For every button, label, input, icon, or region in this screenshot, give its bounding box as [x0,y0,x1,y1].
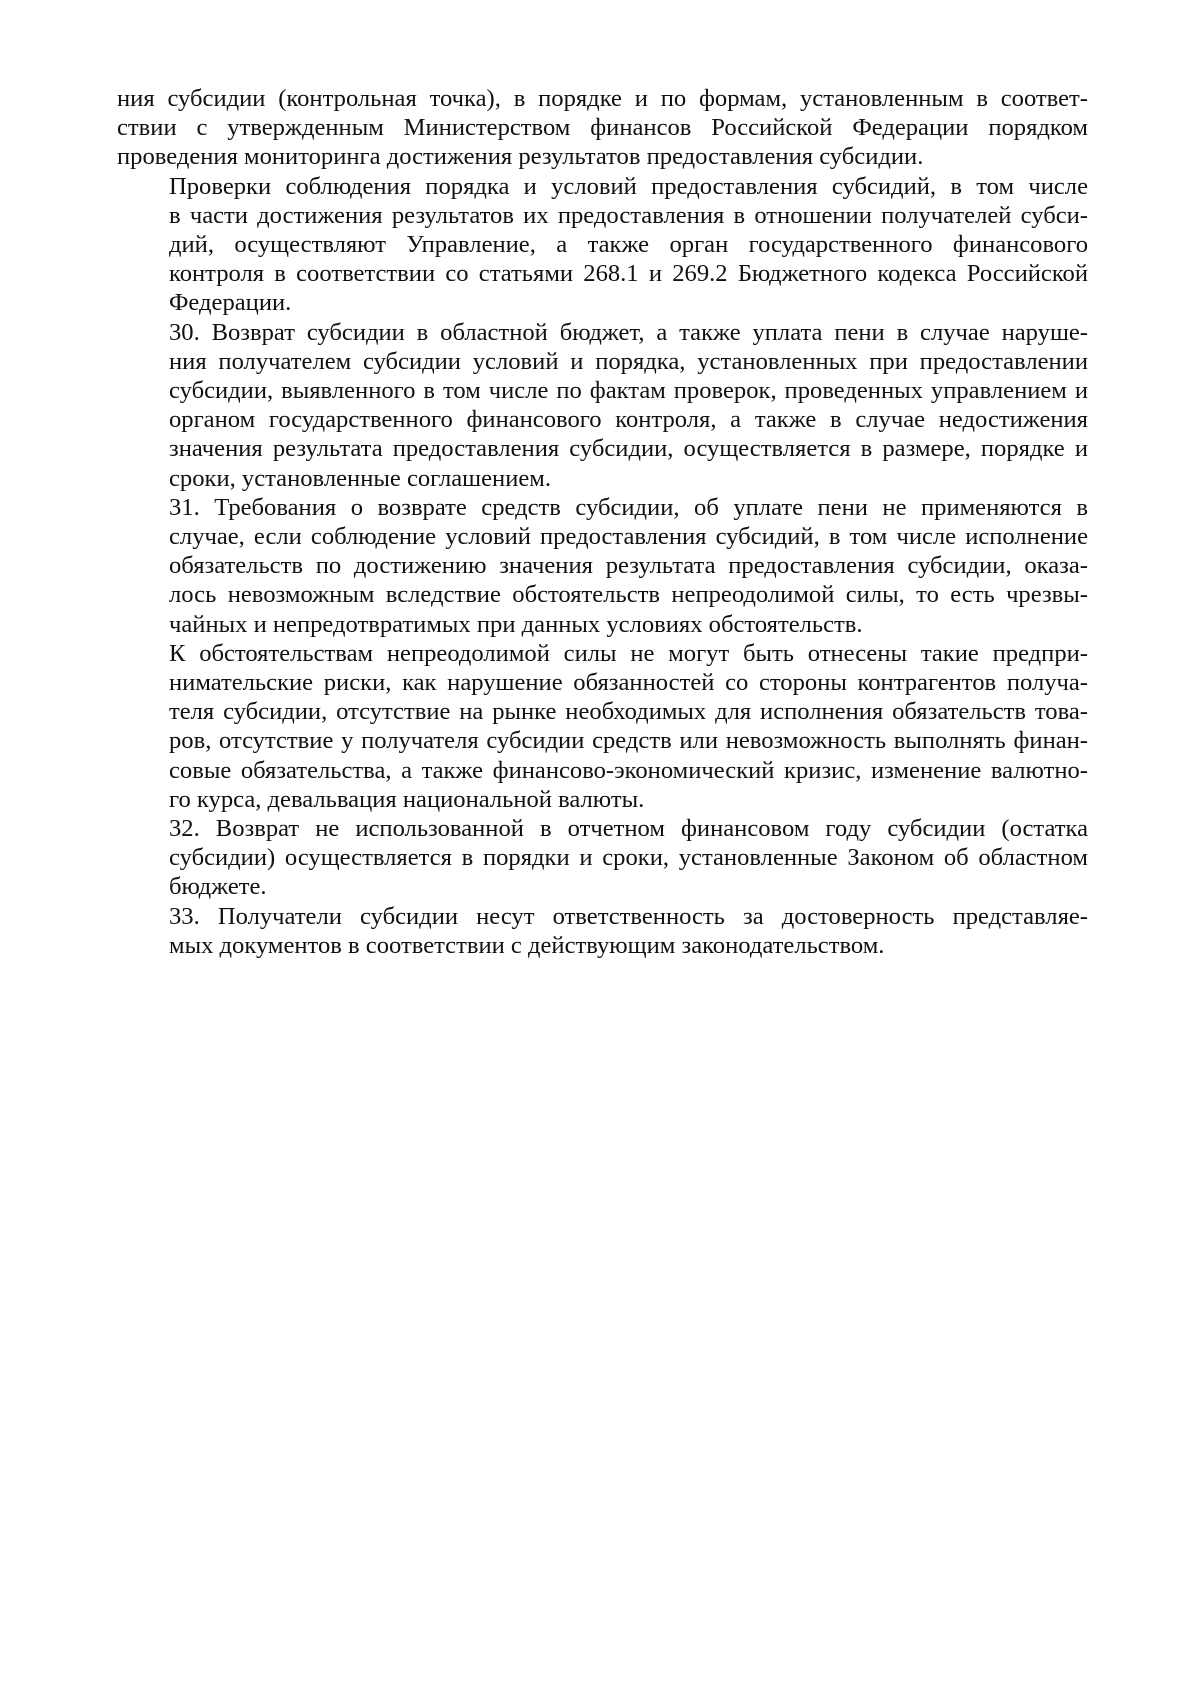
text-line: ров, отсутствие у получателя субсидии средств или невозможность выполнять финан- [169,727,1088,755]
text-line: 32. Возврат не использованной в отчетном финансовом году субсидии (остатка [169,815,1088,843]
text-line: нимательские риски, как нарушение обязанностей со стороны контрагентов получа- [169,669,1088,697]
paragraph-31 [117,493,1088,639]
paragraph-1 [117,84,1088,172]
text-line: субсидии) осуществляется в порядки и сроки, установленные Законом об областном [169,844,1088,872]
text-line: субсидии, выявленного в том числе по фактам проверок, проведенных управлением и [169,377,1088,405]
text-line: ния получателем субсидии условий и порядка, установленных при предоставлении [169,347,1088,375]
text-line: контроля в соответствии со статьями 268.1 и 269.2 Бюджетного кодекса Российской [169,260,1088,288]
text-line: 33. Получатели субсидии несут ответственность за достоверность представляе- [169,902,1088,930]
text-line: в части достижения результатов их предоставления в отношении получателей субси- [169,201,1088,229]
text-line: ния субсидии (контрольная точка), в порядке и по формам, установленным в соответ- [117,85,1088,112]
paragraph-2 [117,172,1088,318]
text-line: дий, осуществляют Управление, а также орган государственного финансового [169,231,1088,259]
text-line: Проверки соблюдения порядка и условий предоставления субсидий, в том числе [169,172,1088,200]
text-line: мых документов в соответствии с действующим законодательством. [169,931,885,959]
text-line: лось невозможным вследствие обстоятельств непреодолимой силы, то есть чрезвы- [169,581,1088,609]
text-line: К обстоятельствам непреодолимой силы не могут быть отнесены такие предпри- [169,639,1088,667]
paragraph-32 [117,814,1088,902]
text-line: ствии с утвержденным Министерством финансов Российской Федерации порядком [117,114,1088,142]
text-line: совые обязательства, а также финансово-экономический кризис, изменение валютно- [169,756,1088,784]
text-line: сроки, установленные соглашением. [169,464,551,492]
paragraph-force-majeure [117,639,1088,814]
text-line: го курса, девальвация национальной валюты. [169,785,645,813]
document-body [117,84,1088,960]
paragraph-30 [117,318,1088,493]
text-line: случае, если соблюдение условий предоставления субсидий, в том числе исполнение [169,523,1088,551]
text-line: Федерации. [169,289,292,317]
text-line: проведения мониторинга достижения результатов предоставления субсидии. [117,143,924,171]
paragraph-33 [117,902,1088,960]
text-line: органом государственного финансового контроля, а также в случае недостижения [169,406,1088,434]
text-line: бюджете. [169,873,267,901]
text-line: теля субсидии, отсутствие на рынке необходимых для исполнения обязательств това- [169,698,1088,726]
text-line: 30. Возврат субсидии в областной бюджет, а также уплата пени в случае наруше- [169,318,1088,346]
text-line: чайных и непредотвратимых при данных условиях обстоятельств. [169,610,863,638]
text-line: значения результата предоставления субсидии, осуществляется в размере, порядке и [169,435,1088,463]
text-line: 31. Требования о возврате средств субсидии, об уплате пени не применяются в [169,493,1088,521]
text-line: обязательств по достижению значения результата предоставления субсидии, оказа- [169,552,1088,580]
